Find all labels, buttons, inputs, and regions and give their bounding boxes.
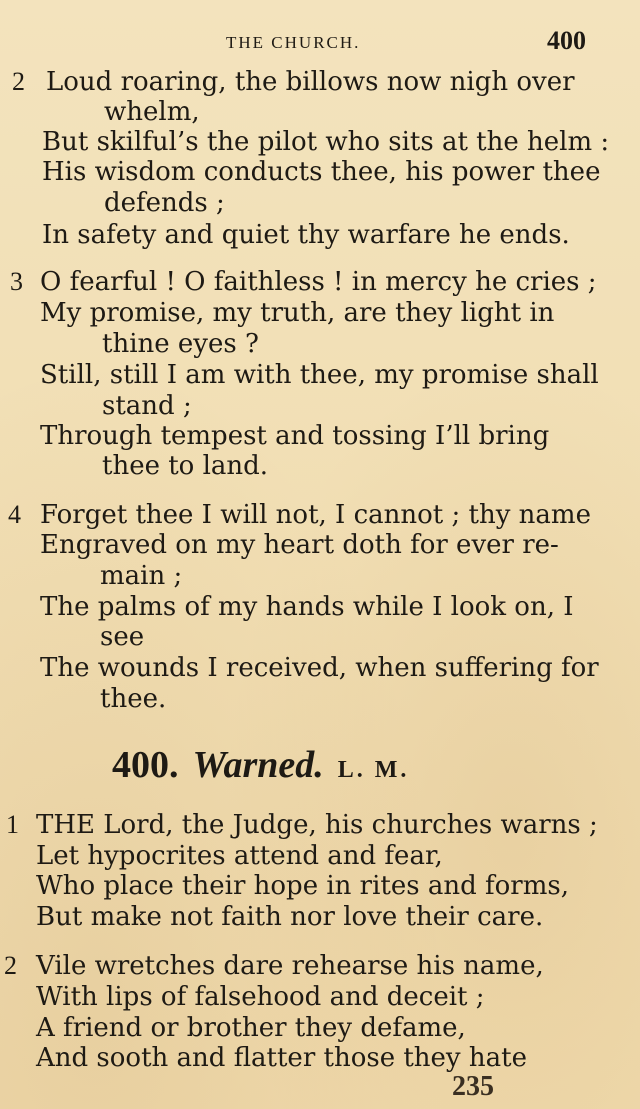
verse-line: In safety and quiet thy warfare he ends. bbox=[42, 220, 570, 250]
signature-mark: 235 bbox=[452, 1071, 494, 1102]
verse-line: see bbox=[100, 622, 145, 652]
verse-line: whelm, bbox=[104, 97, 200, 127]
verse-number: 1 bbox=[6, 810, 19, 839]
verse-line: The palms of my hands while I look on, I bbox=[40, 592, 574, 622]
verse-line: Who place their hope in rites and forms, bbox=[36, 871, 569, 901]
verse-line: thee. bbox=[100, 684, 167, 714]
verse-line: Through tempest and tossing I’ll bring bbox=[40, 421, 550, 451]
page-number: 400 bbox=[547, 26, 586, 55]
verse-line: Forget thee I will not, I cannot ; thy name bbox=[40, 500, 591, 530]
verse-line: But skilful’s the pilot who sits at the helm : bbox=[42, 127, 610, 157]
verse-line: O fearful ! O faithless ! in mercy he cries ; bbox=[40, 267, 597, 297]
hymn-title: Warned. bbox=[192, 744, 324, 786]
verse-line: A friend or brother they defame, bbox=[36, 1013, 466, 1043]
verse-number: 3 bbox=[10, 267, 23, 296]
verse-line: But make not faith nor love their care. bbox=[36, 902, 544, 932]
hymn-heading bbox=[112, 742, 409, 793]
verse-line: And sooth and flatter those they hate bbox=[36, 1043, 527, 1073]
verse-line: thee to land. bbox=[102, 451, 269, 481]
verse-line: My promise, my truth, are they light in bbox=[40, 298, 555, 328]
hymn-number: 400. bbox=[112, 744, 179, 786]
verse-number: 2 bbox=[12, 67, 25, 96]
verse-line: Let hypocrites attend and fear, bbox=[36, 841, 443, 871]
verse-line: The wounds I received, when suffering for bbox=[40, 653, 599, 683]
verse-line: THE Lord, the Judge, his churches warns ; bbox=[36, 810, 598, 840]
verse-line: With lips of falsehood and deceit ; bbox=[36, 982, 485, 1012]
hymn-meter: L. M. bbox=[337, 757, 410, 783]
verse-line: thine eyes ? bbox=[102, 329, 259, 359]
verse-line: defends ; bbox=[104, 188, 225, 218]
verse-line: His wisdom conducts thee, his power thee bbox=[42, 157, 601, 187]
verse-line: Still, still I am with thee, my promise shall bbox=[40, 360, 599, 390]
verse-line: main ; bbox=[100, 561, 183, 591]
verse-number: 4 bbox=[8, 500, 21, 529]
verse-number: 2 bbox=[4, 951, 17, 980]
verse-line: Engraved on my heart doth for ever re- bbox=[40, 530, 559, 560]
verse-line: Loud roaring, the billows now nigh over bbox=[46, 67, 575, 97]
verse-line: stand ; bbox=[102, 391, 192, 421]
verse-line: Vile wretches dare rehearse his name, bbox=[36, 951, 544, 981]
running-head: THE CHURCH. bbox=[226, 33, 361, 52]
